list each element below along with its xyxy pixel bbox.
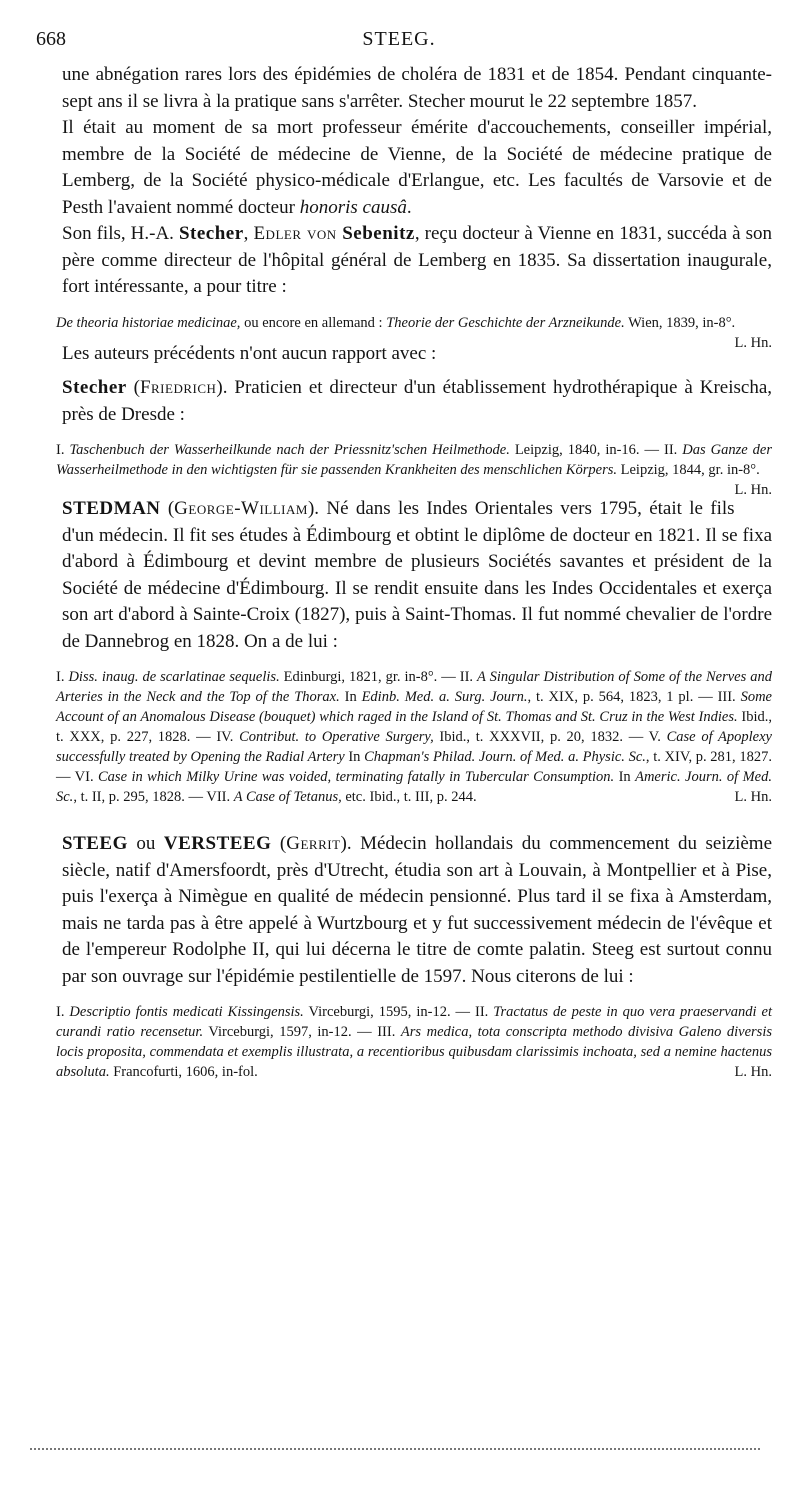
biblio-text: Leipzig, 1840, in-16. — II.: [509, 442, 683, 458]
bibliography-dissertation: [56, 313, 772, 351]
given-name: George-William: [174, 498, 308, 519]
work-title: Das Ganze der Wasserheilmethode in den wichtigsten für sie passenden Krankheiten des menschlichen Körpers.: [56, 442, 772, 478]
page-body: [56, 62, 773, 1082]
given-name: Gerrit: [286, 833, 341, 854]
entry-stedman: STEDMAN (George-William). Né dans les Indes Orientales vers 1795, était le fils d'un médecin. Il fit ses études à Édimbourg et obtint le diplôme de docteur en 1821. Il se fixa d'abord à Édimbourg et devint membre de plusieurs Sociétés savantes et président de la Société de médecine d'Édimbourg. Il se rendit ensuite dans les Indes Occidentales et exerça son art d'abord à Sainte-Croix (1827), puis à Saint-Thomas. Il fut nommé chevalier de l'ordre de Dannebrog en 1828. On a de lui :: [62, 498, 772, 652]
entry-name-2: Sebenitz: [336, 223, 415, 244]
work-title: Taschenbuch der Wasserheilkunde nach der Priessnitz'schen Heilmethode.: [69, 442, 510, 458]
bibliography-stecher: [56, 440, 772, 498]
paragraph-text: Médecin hollandais du commencement du seizième siècle, natif d'Amersfoordt, près d'Utrecht, étudia son art à Louvain, à Montpellier et à Pise, puis l'exerça à Nimègue en qualité de médecin pensionné. Plus tard il se fixa à Amsterdam, mais ne tarda pas à être appelé à Wurtzbourg et y fut successivement médecin de l'évêque et de l'empereur Rodolphe II, qui lui décerna le titre de comte palatin. Steeg est surtout connu par son ouvrage sur l'épidémie pestilentielle de 1597. Nous citerons de lui :: [62, 833, 772, 987]
entry-name: STEEG: [62, 833, 128, 854]
entry-name: Stecher: [178, 223, 244, 244]
author-initials: L. Hn.: [734, 482, 772, 498]
biblio-text: Leipzig, 1844, gr. in-8°.: [617, 462, 760, 478]
conjunction: ou: [127, 833, 164, 854]
biblio-text: Virceburgi, 1597, in-12. — III.: [203, 1024, 401, 1040]
biblio-text: Ibid., t. XXXVII, p. 20, 1832. — V.: [433, 729, 667, 745]
biblio-text: Ibid., t. XXX, p. 227, 1828. — IV.: [56, 709, 773, 745]
biblio-text: , t. XIV, p. 281, 1827. — VI.: [56, 749, 772, 785]
italic-phrase: honoris causâ: [299, 196, 407, 218]
paragraph-text: Né dans les Indes Orientales vers 1795, était le fils d'un médecin. Il fit ses études à Édimbourg et obtint le diplôme de docteur en 1821. Il se fixa d'abord à Édimbourg et devint membre de plusieurs Sociétés savantes et président de la Société de médecine d'Édimbourg. Il se rendit ensuite dans les Indes Occidentales et exerça son art d'abord à Sainte-Croix (1827), puis à Saint-Thomas. Il fut nommé chevalier de l'ordre de Dannebrog en 1828. On a de lui :: [62, 498, 772, 652]
work-title: Tractatus de peste in quo vera praeservandi et curandi ratio recensetur.: [56, 1004, 772, 1040]
biblio-text: I.: [56, 669, 69, 685]
biblio-text: In: [614, 769, 636, 785]
journal-title: Americ. Journ. of Med. Sc.: [56, 769, 772, 805]
entry-steeg: STEEG ou VERSTEEG (Gerrit). Médecin hollandais du commencement du seizième siècle, natif d'Amersfoordt, près d'Utrecht, étudia son art à Louvain, à Montpellier et à Pise, puis l'exerça à Nimègue en qualité de médecin pensionné. Plus tard il se fixa à Amsterdam, mais ne tarda pas à être appelé à Wurtzbourg et y fut successivement médecin de l'évêque et de l'empereur Rodolphe II, qui lui décerna le titre de comte palatin. Steeg est surtout connu par son ouvrage sur l'épidémie pestilentielle de 1597. Nous citerons de lui :: [62, 833, 772, 987]
biblio-text: In: [344, 749, 365, 765]
work-title: Descriptio fontis medicati Kissingensis.: [69, 1004, 304, 1020]
work-title: De theoria historiae medicinae,: [56, 314, 241, 331]
entry-name: Stecher: [62, 377, 127, 398]
page-number: 668: [36, 28, 66, 50]
paragraph-continuation: une abnégation rares lors des épidémies de choléra de 1831 et de 1854. Pendant cinquante-sept ans il se livra à la pratique sans s'arrêter. Stecher mourut le 22 septembre 1857.: [62, 64, 772, 112]
biblio-text: , t. II, p. 295, 1828. — VII.: [73, 789, 234, 805]
biblio-text: I.: [56, 1004, 70, 1020]
punct: ,: [243, 223, 254, 244]
biblio-text: I.: [56, 442, 70, 458]
paragraph-son: [62, 221, 772, 301]
paragraph-text: , reçu docteur à Vienne en 1831, succéda à son père comme directeur de l'hôpital général de Lemberg en 1835. Sa dissertation inaugurale, fort intéressante, a pour titre :: [62, 223, 772, 297]
entry-name: STEDMAN: [62, 498, 161, 519]
running-title: STEEG.: [362, 28, 436, 50]
entry-name-2: VERSTEEG: [163, 833, 272, 854]
page-footer-rule: [30, 1448, 760, 1450]
work-title: Case in which Milky Urine was voided, terminating fatally in Tubercular Consumption.: [98, 769, 615, 785]
bibliography-stedman: [56, 667, 772, 807]
page-header: [36, 28, 762, 56]
biblio-text: etc. Ibid., t. III, p. 244.: [341, 789, 477, 805]
given-name: Friedrich: [139, 377, 217, 398]
biblio-text: ou encore en allemand :: [240, 314, 387, 331]
biblio-text: , t. XIX, p. 564, 1823, 1 pl. — III.: [527, 689, 741, 705]
lead-text: Son fils, H.-A.: [62, 223, 179, 244]
journal-title: Chapman's Philad. Journ. of Med. a. Physic. Sc.: [364, 749, 646, 765]
work-title: Ars medica, tota conscripta methodo divisiva Galeno diversis locis proposita, commendata et exemplis illustrata, a recentioribus quibusdam clarissimis inchoata, sed a nemine hactenus absoluta.: [56, 1024, 772, 1080]
work-title: Contribut. to Operative Surgery,: [239, 729, 434, 745]
work-title: Theorie der Geschichte der Arzneikunde.: [386, 314, 625, 331]
biblio-text: In: [339, 689, 362, 705]
paragraph-titles: [62, 115, 772, 221]
noble-title: Edler von: [253, 223, 337, 244]
work-title: Case of Apoplexy successfully treated by Opening the Radial Artery: [56, 729, 772, 765]
paragraph-text: Praticien et directeur d'un établissement hydrothérapique à Kreischa, près de Dresde :: [62, 377, 772, 425]
journal-title: Edinb. Med. a. Surg. Journ.: [361, 689, 528, 705]
entry-stecher-friedrich: Stecher (Friedrich). Praticien et directeur d'un établissement hydrothérapique à Kreischa, près de Dresde :: [62, 377, 772, 425]
biblio-text: Francofurti, 1606, in-fol.: [109, 1064, 258, 1080]
paragraph-note: Les auteurs précédents n'ont aucun rapport avec :: [62, 342, 437, 364]
biblio-text: Wien, 1839, in-8°.: [624, 314, 736, 331]
author-initials: L. Hn.: [734, 789, 772, 805]
author-initials: L. Hn.: [734, 334, 772, 351]
work-title: A Case of Tetanus,: [233, 789, 342, 805]
work-title: A Singular Distribution of Some of the Nerves and Arteries in the Neck and the Top of the Thorax.: [56, 669, 772, 705]
punct: .: [406, 196, 412, 218]
paragraph-text: Il était au moment de sa mort professeur émérite d'accouchements, conseiller impérial, membre de la Société de médecine de Vienne, de la Société de médecine pratique de Lemberg, de la Société physico-médicale d'Erlangue, etc. Les facultés de Varsovie et de Pesth l'avaient nommé docteur: [62, 117, 772, 218]
work-title: Diss. inaug. de scarlatinae sequelis.: [68, 669, 280, 685]
work-title: Some Account of an Anomalous Disease (bouquet) which raged in the Island of St. Thomas and St. Cruz in the West Indies.: [56, 689, 772, 725]
author-initials: L. Hn.: [734, 1064, 772, 1080]
biblio-text: Virceburgi, 1595, in-12. — II.: [303, 1004, 494, 1020]
bibliography-steeg: [56, 1002, 772, 1082]
biblio-text: Edinburgi, 1821, gr. in-8°. — II.: [279, 669, 478, 685]
